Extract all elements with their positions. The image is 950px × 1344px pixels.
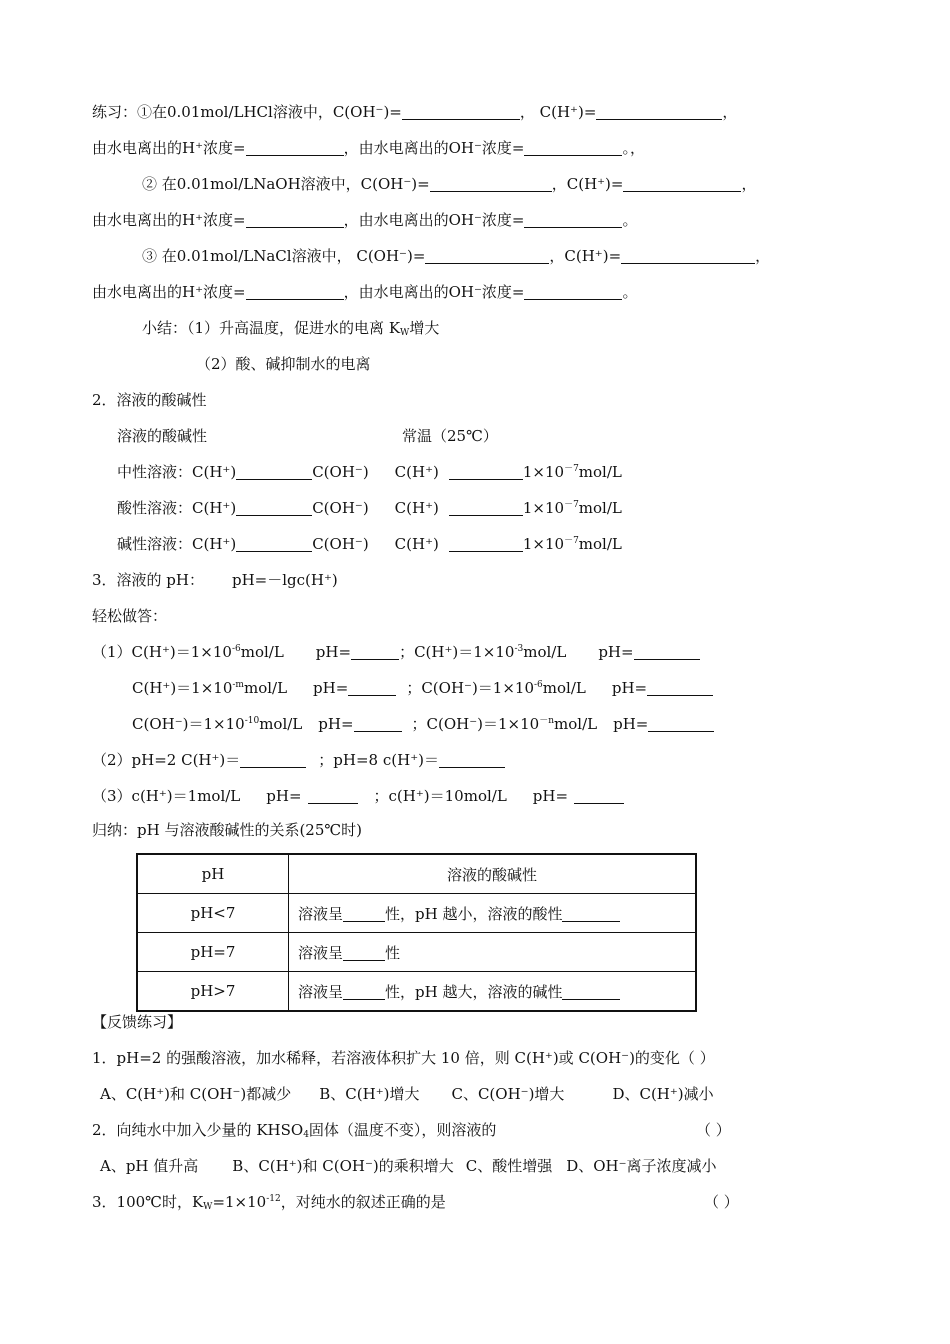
section-2-title: 2．溶液的酸碱性 <box>92 391 207 409</box>
answer-blank[interactable] <box>449 536 523 552</box>
easy-row-4: （2）pH=2 C(H⁺)＝ ；pH=8 c(H⁺)＝ <box>92 750 505 770</box>
practice-line-6: 由水电离出的H⁺浓度= ，由水电离出的OH⁻浓度= 。 <box>92 283 638 301</box>
answer-blank[interactable] <box>354 716 402 732</box>
option-c[interactable]: C、C(OH⁻)增大 <box>451 1085 565 1103</box>
practice-intro: 练习：①在0.01mol/LHCl溶液中，C(OH⁻)= <box>92 103 402 121</box>
practice-line-5: ③ 在0.01mol/LNaCl溶液中， C(OH⁻)= ，C(H⁺)= ， <box>142 247 771 265</box>
answer-blank[interactable] <box>402 104 520 120</box>
ph-acidity-table <box>136 853 697 1012</box>
feedback-question-1: 1．pH=2 的强酸溶液，加水稀释，若溶液体积扩大 10 倍，则 C(H⁺)或 C(OH⁻)的变化（ ） <box>92 1049 715 1067</box>
answer-blank[interactable] <box>524 140 622 156</box>
feedback-q1-options <box>100 1084 714 1104</box>
easy-title: 轻松做答： <box>92 607 168 625</box>
answer-blank[interactable] <box>596 104 722 120</box>
feedback-q2-options <box>100 1156 717 1176</box>
option-a[interactable]: A、pH 值升高 <box>100 1157 199 1175</box>
summary-line-1: 小结：（1）升高温度，促进水的电离 $K_W$增大 <box>142 319 440 338</box>
table-cell-ph: pH=7 <box>137 933 289 972</box>
feedback-question-2: 2．向纯水中加入少量的 $KHSO_4$固体（温度不变），则溶液的 <box>92 1121 497 1140</box>
option-d[interactable]: D、C(H⁺)减小 <box>612 1085 714 1103</box>
practice-line-3: ② 在0.01mol/LNaOH溶液中，C(OH⁻)= ，C(H⁺)= ， <box>142 175 757 193</box>
answer-blank[interactable] <box>351 644 399 660</box>
option-b[interactable]: B、C(H⁺)和 C(OH⁻)的乘积增大 <box>232 1157 454 1175</box>
practice-ch-label: ， C(H⁺)= <box>519 103 597 121</box>
answer-blank[interactable] <box>343 945 385 961</box>
answer-blank[interactable] <box>648 716 714 732</box>
answer-blank[interactable] <box>236 536 312 552</box>
practice-line-1: 练习：①在0.01mol/LHCl溶液中，C(OH⁻)= ， C(H⁺)= ， <box>92 103 738 121</box>
table-cell-acidity: 溶液呈 性，pH 越小，溶液的酸性 <box>289 894 697 933</box>
answer-blank[interactable] <box>623 176 741 192</box>
basic-row: 碱性溶液：C(H⁺) C(OH⁻) C(H⁺) $1\times 10^{-7}mol/L$ <box>117 535 622 553</box>
answer-blank[interactable] <box>449 464 523 480</box>
answer-blank[interactable] <box>246 212 344 228</box>
feedback-question-3: 3．100℃时，$K_W=1\times 10^{-12}$，对纯水的叙述正确的是 <box>92 1193 446 1212</box>
answer-blank[interactable] <box>634 644 700 660</box>
answer-blank[interactable] <box>574 788 624 804</box>
answer-blank[interactable] <box>562 906 620 922</box>
answer-blank[interactable] <box>562 984 620 1000</box>
section-2-col2: 常温（25℃） <box>402 427 498 445</box>
table-header-ph: pH <box>137 854 289 894</box>
acidic-row: 酸性溶液：C(H⁺) C(OH⁻) C(H⁺) $1\times 10^{-7}mol/L$ <box>117 499 622 517</box>
answer-blank[interactable] <box>240 752 306 768</box>
option-b[interactable]: B、C(H⁺)增大 <box>319 1085 420 1103</box>
option-d[interactable]: D、OH⁻离子浓度减小 <box>566 1157 717 1175</box>
answer-blank[interactable] <box>524 212 622 228</box>
table-cell-acidity: 溶液呈 性 <box>289 933 697 972</box>
table-cell-ph: pH<7 <box>137 894 289 933</box>
easy-row-2: $C(H^+)=1\times 10^{-m}mol/L$ pH= ；$C(OH^-)=1\times 10^{-6}mol/L$ pH= <box>132 678 713 698</box>
answer-blank[interactable] <box>621 248 755 264</box>
conclusion-title: 归纳：pH 与溶液酸碱性的关系(25℃时) <box>92 821 363 839</box>
neutral-row: 中性溶液：C(H⁺) C(OH⁻) C(H⁺) $1\times 10^{-7}mol/L$ <box>117 463 622 481</box>
easy-row-1: $(1)C(H^+)=1\times 10^{-6}mol/L$ pH= ；$C(H^+)=1\times 10^{-3}mol/L$ pH= <box>92 642 700 662</box>
answer-paren[interactable]: （ ） <box>704 1193 739 1211</box>
answer-blank[interactable] <box>236 464 312 480</box>
easy-row-3: $C(OH^-)=1\times 10^{-10}mol/L$ pH= ；$C(OH^-)=1\times 10^{-n}mol/L$ pH= <box>132 714 714 734</box>
answer-blank[interactable] <box>246 284 344 300</box>
answer-blank[interactable] <box>439 752 505 768</box>
summary-line-2: （2）酸、碱抑制水的电离 <box>196 355 371 373</box>
table-cell-ph: pH>7 <box>137 972 289 1012</box>
table-row <box>137 972 696 1012</box>
ph-formula: pH=－lgc(H⁺) <box>232 571 338 589</box>
table-header-acidity: 溶液的酸碱性 <box>289 854 697 894</box>
section-3-line: 3．溶液的 pH： pH=－lgc(H⁺) <box>92 571 338 589</box>
table-row <box>137 894 696 933</box>
answer-blank[interactable] <box>647 680 713 696</box>
option-a[interactable]: A、C(H⁺)和 C(OH⁻)都减少 <box>100 1085 292 1103</box>
practice-line-4: 由水电离出的H⁺浓度= ，由水电离出的OH⁻浓度= 。 <box>92 211 638 229</box>
feedback-title: 【反馈练习】 <box>92 1013 183 1031</box>
answer-blank[interactable] <box>348 680 396 696</box>
option-c[interactable]: C、酸性增强 <box>465 1157 553 1175</box>
answer-blank[interactable] <box>236 500 312 516</box>
answer-blank[interactable] <box>246 140 344 156</box>
answer-paren[interactable]: （ ） <box>696 1121 731 1139</box>
answer-blank[interactable] <box>449 500 523 516</box>
section-2-col1: 溶液的酸碱性 <box>117 427 208 445</box>
answer-blank[interactable] <box>430 176 552 192</box>
answer-blank[interactable] <box>343 984 385 1000</box>
answer-blank[interactable] <box>524 284 622 300</box>
table-row <box>137 933 696 972</box>
table-cell-acidity: 溶液呈 性，pH 越大，溶液的碱性 <box>289 972 697 1012</box>
easy-row-5: （3）c(H⁺)＝1mol/L pH= ；c(H⁺)＝10mol/L pH= <box>92 786 624 806</box>
answer-blank[interactable] <box>308 788 358 804</box>
practice-line-2: 由水电离出的H⁺浓度= ，由水电离出的OH⁻浓度= 。， <box>92 139 645 157</box>
answer-blank[interactable] <box>343 906 385 922</box>
table-header-row <box>137 854 696 894</box>
answer-blank[interactable] <box>425 248 549 264</box>
